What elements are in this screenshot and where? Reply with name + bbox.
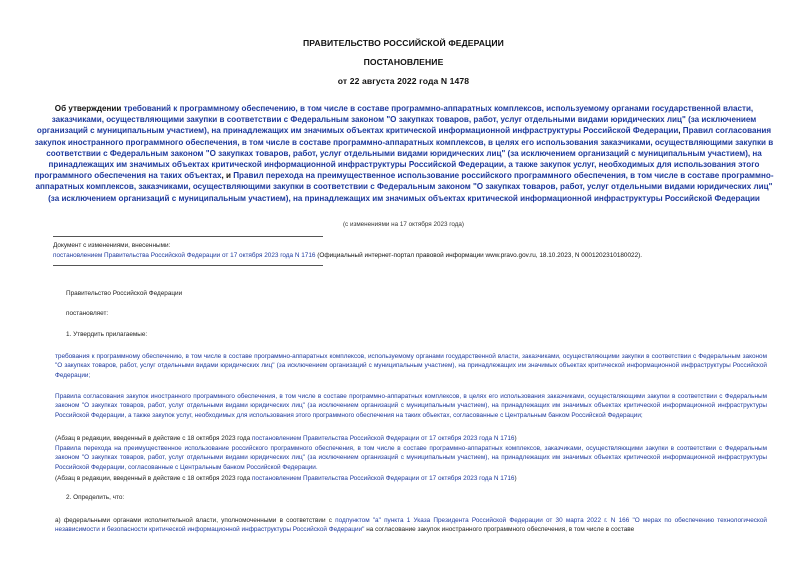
item-2a-suffix: на согласование закупок иностранного программного обеспечения, в том числе в составе [364,526,635,534]
divider-bottom [53,265,323,266]
doc-changes-reference [53,252,793,259]
edition-note-prefix: (Абзац в редакции, введенный в действие с 18 октября 2023 года [55,475,252,482]
item-1: 1. Утвердить прилагаемые: [66,331,148,338]
item-2a-prefix: а) федеральными органами исполнительной власти, уполномоченными в соответствии с [55,517,336,524]
approval-rules-body-link[interactable]: Правила согласования закупок иностранного программного обеспечения, в том числе в составе программно-аппаратных комплексов, в целях его использования заказчиками, осуществляющими закупки в соответствии с Федеральным законом "О закупках товаров, работ, услуг отдельными видами юридических лиц" (за исключением организаций с муниципальным участием), на принадлежащих им значимых объектах критической информационной инфраструктуры Российской Федерации, а также закупок услуг, необходимых для использования этого программного обеспечения на таких объектах, согласованные с Центральным банком Российской Федерации; [55,393,767,419]
edition-note-1 [55,434,767,443]
edition-note-link[interactable]: постановлением Правительства Российской Федерации от 17 октября 2023 года N 1716 [251,475,515,482]
requirements-body-link[interactable]: требования к программному обеспечению, в том числе в составе программно-аппаратных комплексов, используемому органами государственной власти, заказчиками, осуществляющими закупки в соответствии с Федеральным законом "О закупках товаров, работ, услуг отдельными видами юридических лиц" (за исключением организаций с муниципальным участием), на принадлежащих им значимых объектах критической информационной инфраструктуры Российской Федерации; [55,353,767,379]
doc-changes-label: Документ с изменениями, внесенными: [53,242,171,249]
edition-note-suffix: ) [514,435,517,442]
approval-rules-paragraph [55,392,767,420]
government-header: ПРАВИТЕЛЬСТВО РОССИЙСКОЙ ФЕДЕРАЦИИ [303,38,504,48]
transition-rules-paragraph [55,444,767,472]
body-decree: постановляет: [66,310,109,317]
approval-rules-link[interactable]: Правил согласования закупок иностранного программного обеспечения, в том числе в составе программно-аппаратных комплексов, в целях его использования заказчиками, осуществляющими закупки в соответствии с Федеральным законом "О закупках товаров, работ, услуг отдельными видами юридических лиц" (за исключением организаций с муниципальным участием), на принадлежащих им значимых объектах критической информационной инфраструктуры Российской Федерации, а также закупок услуг, необходимых для использования этого программного обеспечения на таких объектах [34,126,774,181]
item-2: 2. Определить, что: [66,494,125,501]
edition-note-suffix: ) [514,475,517,482]
requirements-link[interactable]: требований к программному обеспечению, в том числе в составе программно-аппаратных комплексов, используемому органами государственной власти, заказчиками, осуществляющими закупки в соответствии с Федеральным законом "О закупках товаров, работ, услуг отдельными видами юридических лиц" (за исключением организаций с муниципальным участием), на принадлежащих им значимых объектах критической информационной инфраструктуры Российской Федерации [36,104,757,136]
document-title [34,103,774,204]
divider-top [53,236,323,237]
requirements-paragraph [55,352,767,380]
amendment-source: (Официальный интернет-портал правовой информации www.pravo.gov.ru, 18.10.2023, N 0001202310180022). [315,252,643,259]
document-type: ПОСТАНОВЛЕНИЕ [363,57,444,67]
edition-note-prefix: (Абзац в редакции, введенный в действие с 18 октября 2023 года [55,435,252,442]
title-separator: , [678,126,683,136]
date-number: от 22 августа 2022 года N 1478 [337,76,470,86]
decree-166-link[interactable]: подпунктом "а" пункта 1 Указа Президента Российской Федерации от 30 марта 2022 г. N 166 "О мерах по обеспечению технологической независимости и безопасности критической информационной инфраструктуры Российской Федерации" [55,517,767,534]
changes-note: (с изменениями на 17 октября 2023 года) [342,221,465,228]
title-separator: , и [221,171,234,181]
amendment-link[interactable]: постановлением Правительства Российской Федерации от 17 октября 2023 года N 1716 [53,252,316,259]
body-government: Правительство Российской Федерации [66,290,183,297]
transition-rules-link[interactable]: Правил перехода на преимущественное использование российского программного обеспечения, в том числе в составе программно-аппаратных комплексов, заказчиками, осуществляющими закупки в соответствии с Федеральным законом "О закупках товаров, работ, услуг отдельными видами юридических лиц" (за исключением организаций с муниципальным участием), на принадлежащих им значимых объектах критической информационной инфраструктуры Российской Федерации [35,171,774,203]
transition-rules-body-link[interactable]: Правила перехода на преимущественное использование российского программного обеспечения, в том числе в составе программно-аппаратных комплексов, заказчиками, осуществляющими закупки в соответствии с Федеральным законом "О закупках товаров, работ, услуг отдельными видами юридических лиц" (за исключением организаций с муниципальным участием), на принадлежащих им значимых объектах критической информационной инфраструктуры Российской Федерации, согласованные с Центральным банком Российской Федерации. [55,445,767,471]
title-prefix: Об утверждении [54,104,124,113]
edition-note-2 [55,474,767,483]
item-2a [55,516,767,535]
edition-note-link[interactable]: постановлением Правительства Российской Федерации от 17 октября 2023 года N 1716 [251,435,515,442]
